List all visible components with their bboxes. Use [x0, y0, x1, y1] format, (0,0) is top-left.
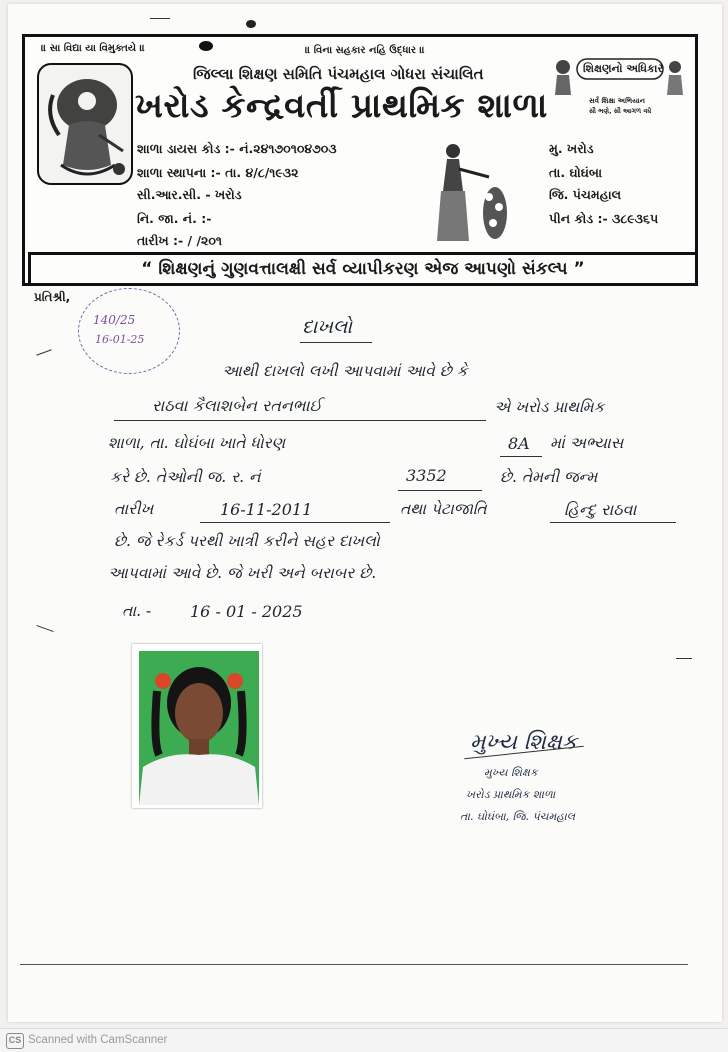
- pratishri: પ્રતિશ્રી,: [34, 290, 71, 304]
- slogan-bar: [28, 252, 698, 286]
- standard-underline: [500, 456, 542, 457]
- student-name: રાઠવા કૈલાશબેન રતનભાઈ: [152, 396, 322, 415]
- outward-no: નિ. જા. નં. :-: [137, 211, 212, 226]
- saraswati-logo: [37, 63, 133, 185]
- margin-mark: [676, 658, 692, 659]
- crc: સી.આર.સી. - ખરોડ: [137, 187, 242, 202]
- headmaster-signature-block: [444, 724, 624, 834]
- rte-logo-sub1: સર્વ શિક્ષા અભિયાન: [589, 97, 645, 105]
- slogan: “ શિક્ષણનું ગુણવત્તાલક્ષી સર્વ વ્યાપીકરણ એજ આપણો સંકલ્પ ”: [141, 259, 585, 279]
- scanner-footer: [0, 1028, 728, 1052]
- body-line-6: છે. જે રેકર્ડ પરથી ખાત્રી કરીને સહર દાખલો: [114, 532, 380, 550]
- rte-logo: [549, 55, 689, 123]
- birth-date: 16-11-2011: [220, 500, 313, 519]
- stamp-number: 140/25: [93, 313, 136, 327]
- ink-blot: [199, 41, 213, 51]
- pin-code: પીન કોડ :- ૩૮૯૩૬૫: [549, 211, 659, 226]
- signature-place: તા. ઘોઘંબા, જિ. પંચમહાલ: [460, 810, 576, 823]
- rte-logo-caption: શિક્ષણનો અધિકાર: [583, 62, 664, 75]
- subtitle: જિલ્લા શિક્ષણ સમિતિ પંચમહાલ ગોધરા સંચાલિત: [193, 65, 484, 83]
- motto-right: ॥ વિના સહકાર નહિ ઉદ્ધાર ॥: [305, 45, 425, 56]
- caste-underline: [550, 522, 676, 523]
- camscanner-logo-icon: CS: [6, 1033, 24, 1049]
- caste: હિન્દુ રાઠવા: [564, 500, 637, 519]
- motto-left: ॥ સા વિદ્યા યા વિમુક્તયે ॥: [41, 43, 145, 54]
- standard: 8A: [508, 434, 530, 453]
- rte-logo-sub2: સૌ ભણે, સૌ આગળ વધે: [589, 107, 652, 115]
- inward-stamp: [78, 288, 180, 374]
- body-line-4-prefix: કરે છે. તેઓની જ. ર. નં: [110, 468, 261, 486]
- body-line-2-suffix: એ ખરોડ પ્રાથમિક: [494, 398, 605, 416]
- scanner-watermark: Scanned with CamScanner: [28, 1034, 168, 1046]
- signature-designation: મુખ્ય શિક્ષક: [484, 766, 538, 779]
- student-name-underline: [114, 420, 486, 421]
- woman-watering-illustration: [419, 141, 517, 245]
- body-line-3-suffix: માં અભ્યાસ: [550, 434, 624, 452]
- district: જિ. પંચમહાલ: [549, 187, 622, 202]
- signature-school: ખરોડ પ્રાથમિક શાળા: [466, 788, 556, 801]
- letterhead: [22, 34, 698, 286]
- register-underline: [398, 490, 482, 491]
- established: શાળા સ્થાપના :- તા. ૪/૮/૧૯૩૨: [137, 165, 299, 180]
- date-line: તારીખ :- / /૨૦૧: [137, 233, 223, 248]
- body-line-5-mid: તથા પેટાજાતિ: [400, 500, 487, 518]
- dise-code: શાળા ડાયસ કોડ :- નં.૨૪૧૭૦૧૦૪૭૦૩: [137, 141, 337, 156]
- body-line-1: આથી દાખલો લખી આપવામાં આવે છે કે: [222, 362, 468, 380]
- ink-dot: [246, 20, 256, 28]
- ink-mark: [150, 18, 170, 19]
- body-line-3-prefix: શાળા, તા. ઘોઘંબા ખાતે ધોરણ: [108, 434, 286, 452]
- issue-date: 16 - 01 - 2025: [190, 602, 303, 621]
- body-line-5-prefix: તારીખ: [114, 500, 154, 518]
- date-label: તા. -: [122, 602, 152, 620]
- student-photo: [132, 644, 262, 808]
- signature-scribble: મુખ્ય શિક્ષક: [470, 730, 578, 755]
- birth-date-underline: [200, 522, 390, 523]
- school-name: ખરોડ કેન્દ્રવર્તી પ્રાથમિક શાળા: [135, 86, 548, 126]
- body-line-4-suffix: છે. તેમની જન્મ: [500, 468, 598, 486]
- body-line-7: આપવામાં આવે છે. જે ખરી અને બરાબર છે.: [108, 564, 377, 582]
- bottom-rule: [20, 964, 688, 965]
- taluka: તા. ઘોઘંબા: [549, 165, 603, 180]
- stamp-date: 16-01-25: [95, 333, 145, 346]
- register-number: 3352: [406, 466, 447, 485]
- title-underline: [300, 342, 372, 343]
- post-place: મુ. ખરોડ: [549, 141, 594, 156]
- certificate-title: દાખલો: [302, 316, 353, 338]
